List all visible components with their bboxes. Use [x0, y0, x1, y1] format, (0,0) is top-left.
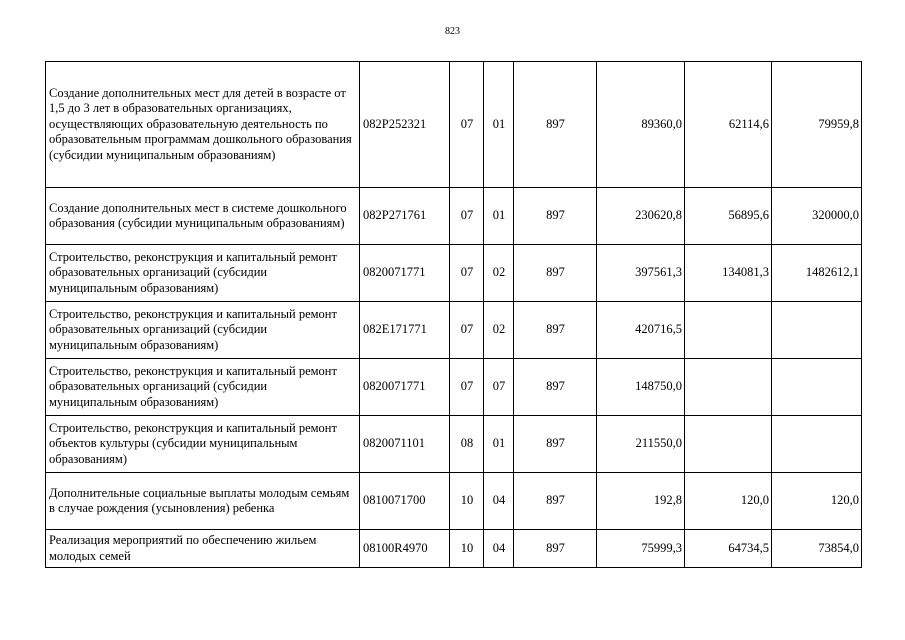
row-section: 07	[450, 359, 484, 416]
row-year2	[685, 302, 772, 359]
row-grbs: 897	[514, 188, 597, 245]
row-name: Строительство, реконструкция и капитальный ремонт образовательных организаций (субсидии муниципальным образованиям)	[46, 302, 360, 359]
row-subsection: 04	[484, 473, 514, 530]
row-year1: 192,8	[597, 473, 685, 530]
row-subsection: 01	[484, 62, 514, 188]
table-row	[46, 359, 862, 416]
row-subsection: 01	[484, 188, 514, 245]
row-year2	[685, 416, 772, 473]
row-year3	[772, 416, 862, 473]
row-year1: 230620,8	[597, 188, 685, 245]
row-section: 07	[450, 188, 484, 245]
row-section: 10	[450, 473, 484, 530]
row-year2	[685, 359, 772, 416]
row-subsection: 02	[484, 245, 514, 302]
budget-table	[45, 61, 862, 568]
table-row	[46, 302, 862, 359]
row-grbs: 897	[514, 359, 597, 416]
row-code: 082P271761	[360, 188, 450, 245]
row-subsection: 07	[484, 359, 514, 416]
page-number: 823	[445, 26, 460, 37]
row-year2: 120,0	[685, 473, 772, 530]
table-row	[46, 188, 862, 245]
row-year3	[772, 302, 862, 359]
row-name: Создание дополнительных мест для детей в возрасте от 1,5 до 3 лет в образовательных организациях, осуществляющих образовательную деятельность по образовательным программам дошкольного образования (субсидии муниципальным образованиям)	[46, 62, 360, 188]
row-year1: 89360,0	[597, 62, 685, 188]
row-grbs: 897	[514, 302, 597, 359]
row-year2: 56895,6	[685, 188, 772, 245]
row-year1: 420716,5	[597, 302, 685, 359]
table-row	[46, 416, 862, 473]
row-year1: 397561,3	[597, 245, 685, 302]
row-subsection: 04	[484, 530, 514, 568]
row-name: Дополнительные социальные выплаты молодым семьям в случае рождения (усыновления) ребенка	[46, 473, 360, 530]
row-year2: 62114,6	[685, 62, 772, 188]
row-section: 07	[450, 302, 484, 359]
row-code: 0820071771	[360, 245, 450, 302]
row-name: Реализация мероприятий по обеспечению жильем молодых семей	[46, 530, 360, 568]
row-section: 07	[450, 62, 484, 188]
row-grbs: 897	[514, 473, 597, 530]
row-section: 07	[450, 245, 484, 302]
table-row	[46, 530, 862, 568]
row-year1: 211550,0	[597, 416, 685, 473]
row-code: 0810071700	[360, 473, 450, 530]
row-year1: 148750,0	[597, 359, 685, 416]
row-code: 082P252321	[360, 62, 450, 188]
row-grbs: 897	[514, 245, 597, 302]
row-year2: 134081,3	[685, 245, 772, 302]
row-name: Строительство, реконструкция и капитальный ремонт образовательных организаций (субсидии муниципальным образованиям)	[46, 359, 360, 416]
row-section: 10	[450, 530, 484, 568]
row-section: 08	[450, 416, 484, 473]
row-grbs: 897	[514, 62, 597, 188]
row-name: Строительство, реконструкция и капитальный ремонт образовательных организаций (субсидии муниципальным образованиям)	[46, 245, 360, 302]
row-subsection: 01	[484, 416, 514, 473]
row-name: Создание дополнительных мест в системе дошкольного образования (субсидии муниципальным образованиям)	[46, 188, 360, 245]
row-year1: 75999,3	[597, 530, 685, 568]
row-year3: 1482612,1	[772, 245, 862, 302]
row-subsection: 02	[484, 302, 514, 359]
row-name: Строительство, реконструкция и капитальный ремонт объектов культуры (субсидии муниципальным образованиям)	[46, 416, 360, 473]
row-year3: 320000,0	[772, 188, 862, 245]
table-row	[46, 62, 862, 188]
row-year3	[772, 359, 862, 416]
row-year3: 79959,8	[772, 62, 862, 188]
row-year2: 64734,5	[685, 530, 772, 568]
row-grbs: 897	[514, 530, 597, 568]
row-year3: 120,0	[772, 473, 862, 530]
row-code: 082E171771	[360, 302, 450, 359]
row-year3: 73854,0	[772, 530, 862, 568]
row-code: 0820071771	[360, 359, 450, 416]
row-code: 08100R4970	[360, 530, 450, 568]
table-row	[46, 245, 862, 302]
row-code: 0820071101	[360, 416, 450, 473]
table-row	[46, 473, 862, 530]
row-grbs: 897	[514, 416, 597, 473]
